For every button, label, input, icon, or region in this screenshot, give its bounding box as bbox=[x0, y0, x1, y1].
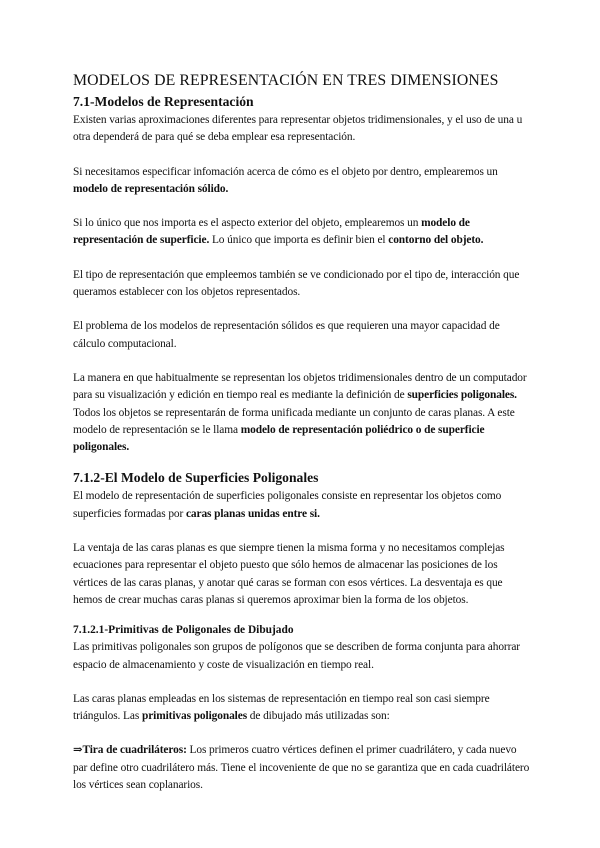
bold-term: superficies poligonales. bbox=[407, 389, 517, 402]
paragraph: El tipo de representación que empleemos también se ve condicionado por el tipo de, interacción que queramos establecer con los objetos representados. bbox=[73, 268, 520, 299]
paragraph: Si lo único que nos importa es el aspecto exterior del objeto, emplearemos un modelo de representación de superficie. Lo único que importa es definir bien el contorno del objeto. bbox=[73, 217, 484, 247]
paragraph: Las caras planas empleadas en los sistemas de representación en tiempo real son casi siempre triángulos. Las primitivas poligonales de dibujado más utilizadas son: bbox=[73, 692, 490, 723]
paragraph: Existen varias aproximaciones diferentes para representar objetos tridimensionales, y el uso de una u otra dependerá de para qué se deba emplear esa representación. bbox=[73, 114, 523, 144]
bold-term: primitivas poligonales bbox=[141, 710, 248, 723]
section-heading-7-1-2: 7.1.2-El Modelo de Superficies Poligonales bbox=[73, 470, 319, 486]
bold-term: caras planas unidas entre si. bbox=[185, 507, 320, 520]
bold-term: modelo de representación sólido. bbox=[73, 182, 229, 195]
paragraph: Las primitivas poligonales son grupos de polígonos que se describen de forma conjunta para ahorrar espacio de almacenamiento y coste de visualización en tiempo real. bbox=[73, 641, 520, 671]
section-heading-7-1-2-1: 7.1.2.1-Primitivas de Poligonales de Dibujado bbox=[73, 624, 294, 637]
paragraph: Si necesitamos especificar infomación acerca de cómo es el objeto por dentro, emplearemos un modelo de representación sólido. bbox=[73, 165, 498, 195]
bold-term: modelo de representación poliédrico o de superficie poligonales. bbox=[73, 423, 485, 454]
paragraph: El problema de los modelos de representación sólidos es que requieren una mayor capacidad de cálculo computacional. bbox=[73, 320, 500, 350]
bold-term: contorno del objeto. bbox=[388, 234, 484, 247]
paragraph: La manera en que habitualmente se representan los objetos tridimensionales dentro de un computador para su visualización y edición en tiempo real es mediante la definición de superficies poligonales. Todos los objetos se representarán de forma unificada mediante un conjunto de caras planas. A este modelo de representación se le llama modelo de representación poliédrico o de superficie poligonales. bbox=[73, 371, 527, 454]
bold-term: ⇒Tira de cuadriláteros: bbox=[73, 744, 187, 757]
bold-term: modelo de representación de superficie. bbox=[73, 217, 470, 247]
paragraph: El modelo de representación de superficies poligonales consiste en representar los objetos como superficies formadas por caras planas unidas entre si. bbox=[73, 490, 502, 520]
section-heading-7-1: 7.1-Modelos de Representación bbox=[73, 94, 254, 109]
paragraph: La ventaja de las caras planas es que siempre tienen la misma forma y no necesitamos complejas ecuaciones para representar el objeto puesto que sólo hemos de almacenar las posiciones de los vértices de las caras planas, y anotar qué caras se forman con esos vértices. La desventaja es que hemos de crear muchas caras planas si queremos aproximar bien la forma de los objetos. bbox=[73, 542, 505, 606]
document-title: MODELOS DE REPRESENTACIÓN EN TRES DIMENSIONES bbox=[73, 72, 499, 89]
paragraph: ⇒Tira de cuadriláteros: Los primeros cuatro vértices definen el primer cuadrilátero, y cada nuevo par define otro cuadrilátero más. Tiene el incoveniente de que no se garantiza que en cada cuadrilátero los vértices sean coplanarios. bbox=[73, 744, 530, 792]
